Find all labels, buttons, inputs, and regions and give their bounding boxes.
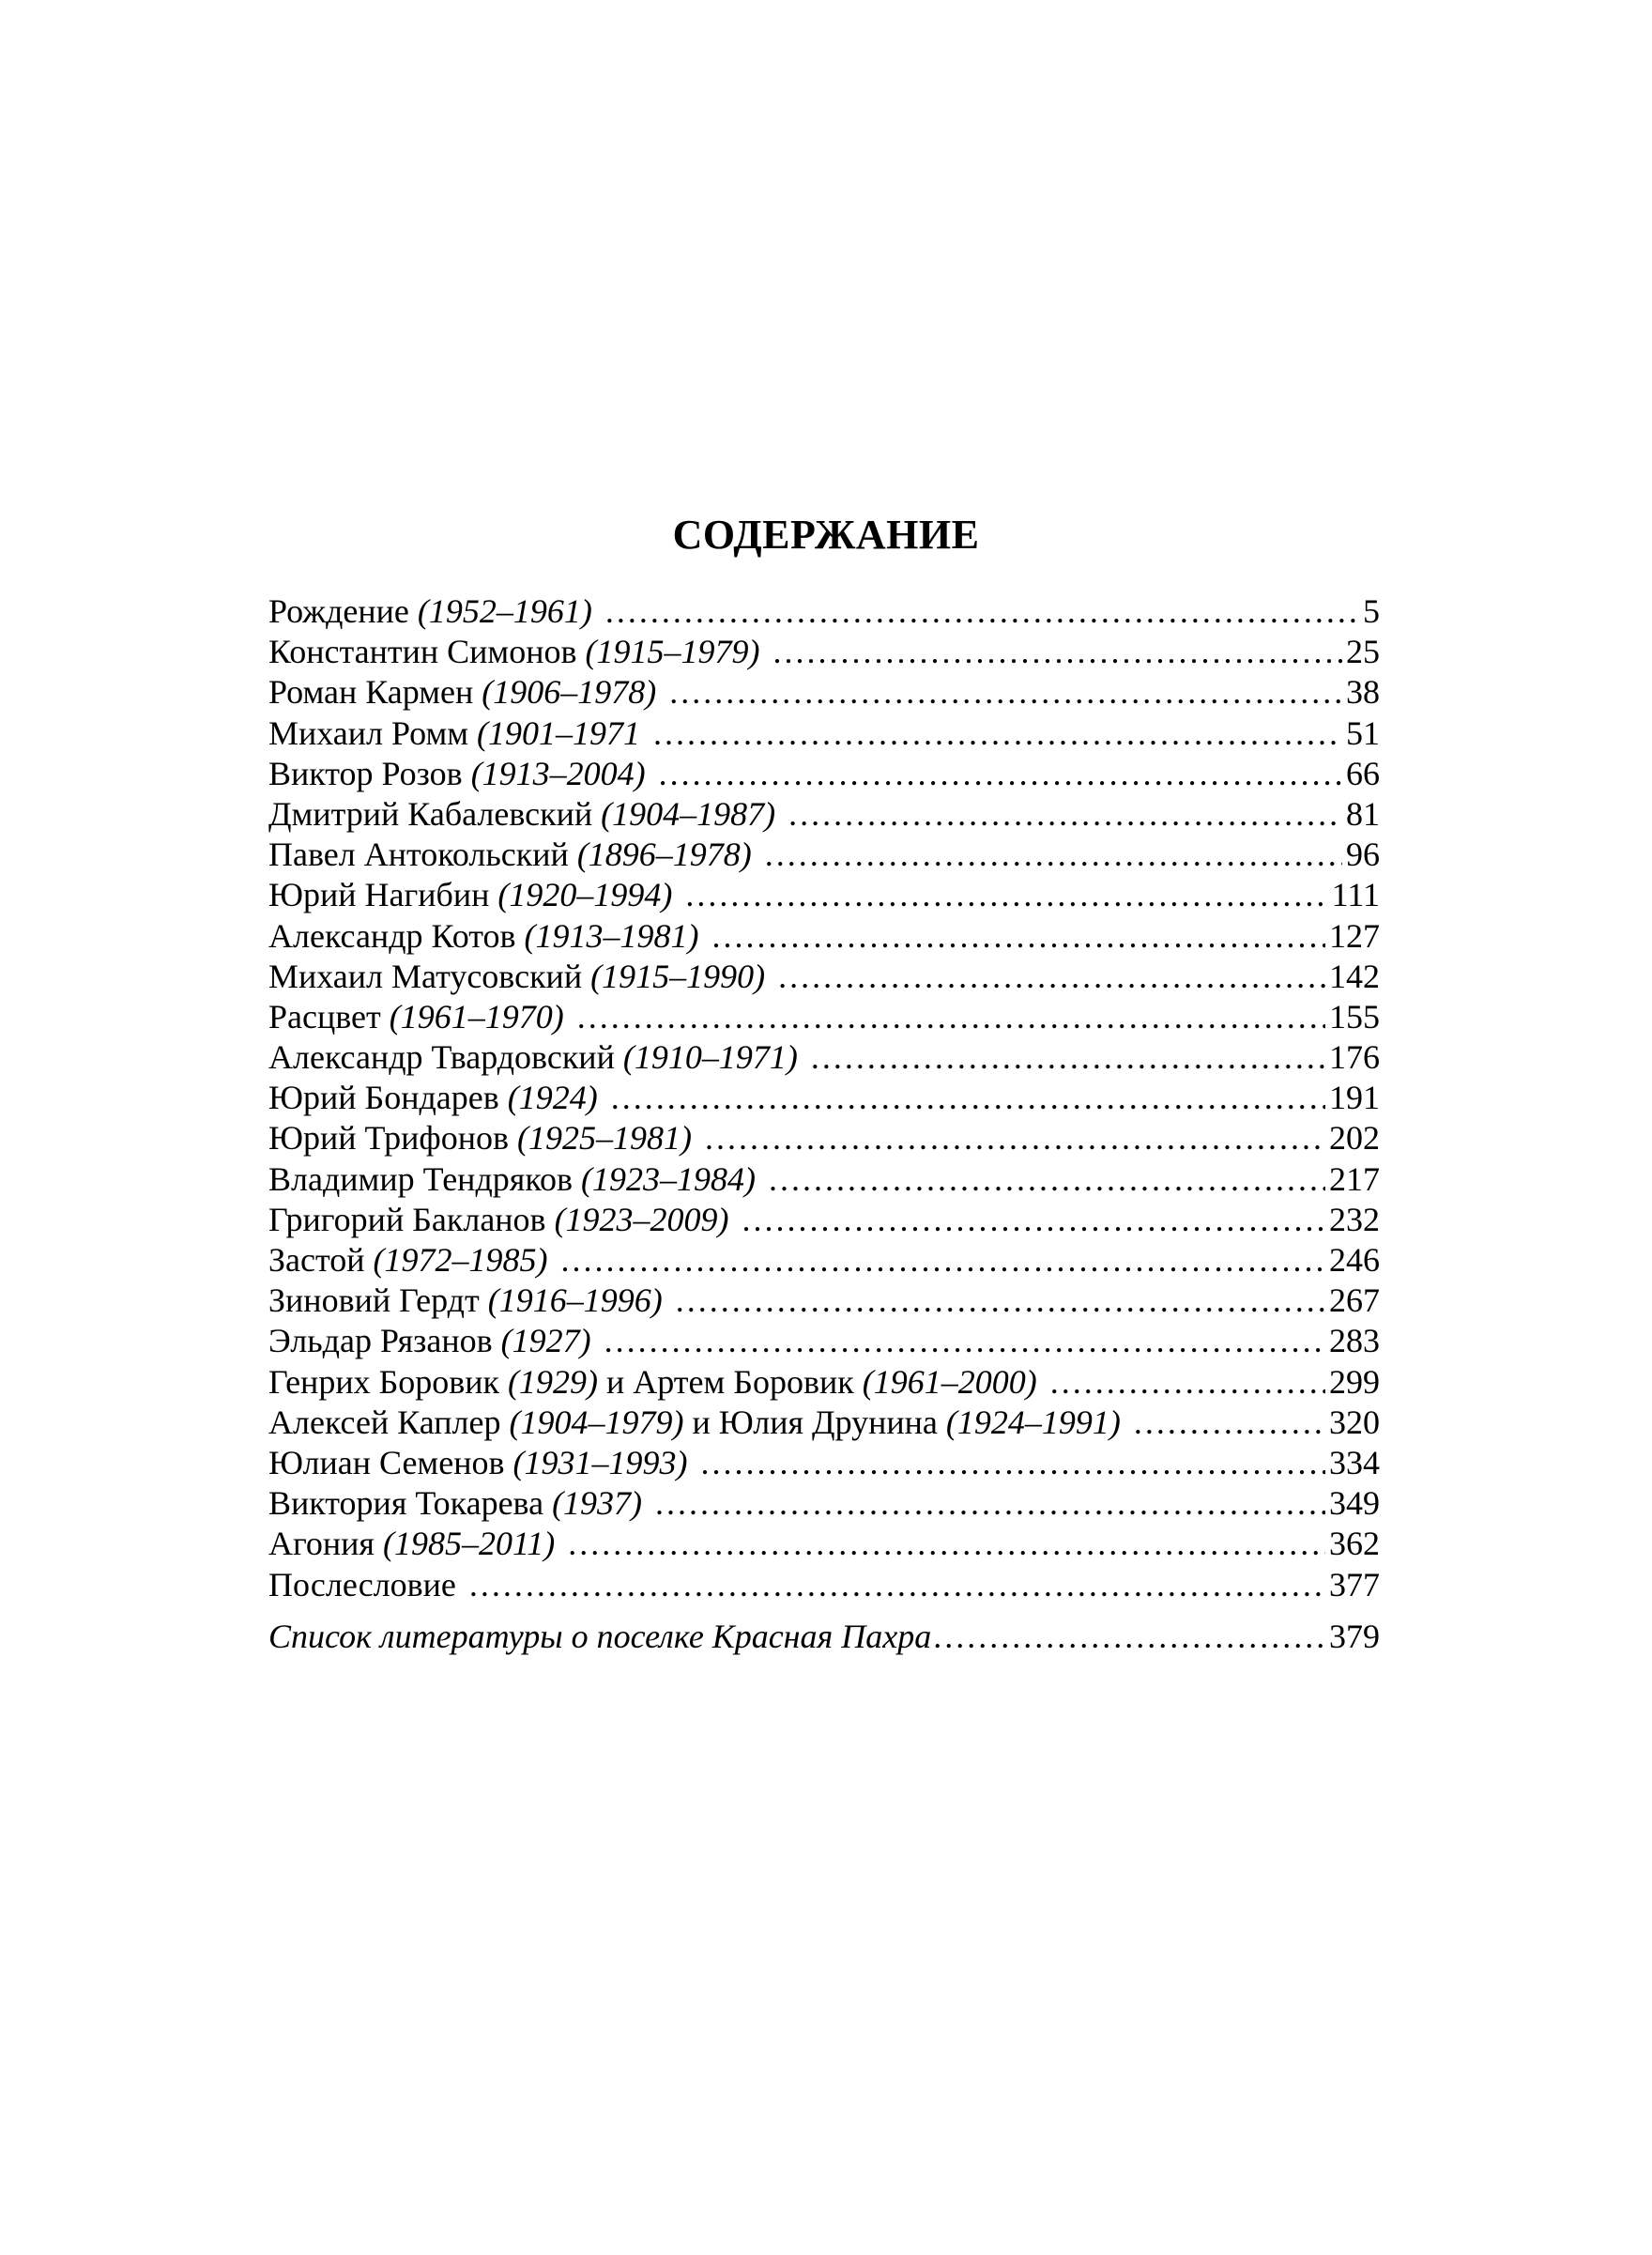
toc-entry-name: Владимир Тендряков: [268, 1159, 573, 1198]
dot-leader: [772, 632, 1342, 672]
dot-leader: [778, 957, 1325, 997]
toc-entry: [268, 957, 1380, 997]
dot-leader: [769, 1159, 1325, 1200]
toc-entry-years: (1961–1970): [389, 997, 564, 1035]
dot-leader: [568, 1524, 1325, 1564]
toc-entry-text: [268, 875, 672, 915]
toc-entry: [268, 1321, 1380, 1361]
dot-leader: [933, 1617, 1325, 1657]
toc-page-number: 142: [1329, 957, 1380, 995]
toc-page-number: 155: [1329, 997, 1380, 1035]
dot-leader: [469, 1565, 1325, 1605]
toc-entry-text: [268, 632, 759, 672]
toc-entry-years: (1925–1981): [517, 1119, 692, 1158]
toc-entry-name: Михаил Матусовский: [268, 957, 583, 995]
toc-entry: [268, 713, 1380, 754]
toc-entry-years: (1937): [552, 1484, 643, 1523]
toc-entry-text: [268, 835, 752, 875]
toc-entry-text: [268, 1118, 692, 1158]
toc-entry-years: (1913–1981): [524, 916, 699, 955]
dot-leader: [765, 835, 1342, 875]
toc-entry-name: Зиновий Гердт: [268, 1281, 480, 1320]
toc-entry-text: [268, 794, 775, 835]
dot-leader: [653, 713, 1342, 754]
dot-leader: [1050, 1362, 1325, 1403]
dot-leader: [655, 1483, 1325, 1524]
toc-page-number: 267: [1329, 1281, 1380, 1320]
toc-entry: [268, 1118, 1380, 1158]
dot-leader: [788, 794, 1342, 835]
toc-entry-text: [268, 1159, 756, 1200]
dot-leader: [685, 875, 1327, 915]
toc-entry-years: (1915–1979): [585, 633, 760, 671]
toc-entry: [268, 1443, 1380, 1483]
dot-leader: [1134, 1403, 1325, 1443]
dot-leader: [577, 997, 1325, 1037]
toc-page-number: 202: [1329, 1119, 1380, 1158]
toc-entry: [268, 1240, 1380, 1281]
toc-entry-text: [268, 1565, 456, 1605]
toc-entry-years: (1952–1961): [417, 592, 592, 630]
toc-entry-years-second: (1924–1991): [945, 1403, 1121, 1441]
toc-entry-literature: [268, 1617, 1380, 1657]
toc-page-number: 320: [1329, 1403, 1380, 1441]
toc-page-number: 25: [1346, 633, 1380, 671]
toc-entry-name: Юрий Бондарев: [268, 1079, 499, 1117]
toc-entry-text: [268, 713, 640, 754]
toc-entry: [268, 632, 1380, 672]
toc-page-number: 232: [1329, 1200, 1380, 1238]
toc-entry: [268, 875, 1380, 915]
toc-entry-years: (1924): [507, 1079, 598, 1117]
toc-page-number: 334: [1329, 1443, 1380, 1481]
dot-leader: [561, 1240, 1326, 1281]
toc-entry: [268, 672, 1380, 713]
toc-entry-text: [268, 672, 656, 713]
dot-leader: [742, 1200, 1325, 1240]
toc-entry: [268, 794, 1380, 835]
toc-entry-years: (1927): [500, 1322, 591, 1360]
toc-entry-name: Михаил Ромм: [268, 713, 469, 752]
toc-page-number: 246: [1329, 1241, 1380, 1279]
dot-leader: [811, 1037, 1325, 1078]
toc-entry-text: [268, 1483, 642, 1524]
toc-entry: [268, 997, 1380, 1037]
toc-entry-text: [268, 1403, 1121, 1443]
toc-entry-text: [268, 1443, 687, 1483]
toc-page-number: 127: [1329, 916, 1380, 955]
toc-entry-years: (1923–2009): [554, 1200, 729, 1238]
toc-page-number: 66: [1346, 754, 1380, 792]
toc-page-number: 96: [1346, 836, 1380, 874]
toc-page-number: 5: [1363, 592, 1380, 630]
toc-entry-name: Александр Твардовский: [268, 1038, 615, 1077]
toc-title: СОДЕРЖАНИЕ: [672, 512, 980, 558]
toc-entry-years: (1910–1971): [622, 1038, 798, 1077]
toc-entry-text: [268, 591, 592, 632]
toc-page-number: 362: [1329, 1525, 1380, 1563]
toc-entry-text: [268, 1240, 548, 1281]
toc-entry-name: Расцвет: [268, 997, 381, 1035]
toc-page-number: 379: [1329, 1617, 1380, 1655]
toc-entry: [268, 1524, 1380, 1564]
toc-entry-text: [268, 1321, 591, 1361]
dot-leader: [611, 1078, 1325, 1118]
toc-entry-name: Виктор Розов: [268, 754, 463, 792]
dot-leader: [604, 1321, 1325, 1361]
toc-entry-years: (1916–1996): [487, 1281, 663, 1320]
toc-entry-text: [268, 1037, 798, 1078]
toc-entry-text: [268, 1281, 663, 1321]
toc-entry-joiner: и Артем Боровик: [606, 1362, 854, 1401]
toc-entry: [268, 835, 1380, 875]
toc-entry: [268, 1403, 1380, 1443]
toc-entry-name: Генрих Боровик: [268, 1362, 500, 1401]
toc-entry-years: (1906–1978): [482, 673, 657, 712]
toc-entry: [268, 754, 1380, 794]
toc-entry-text: [268, 1524, 555, 1564]
toc-entry: [268, 1483, 1380, 1524]
toc-page-number: 349: [1329, 1484, 1380, 1523]
toc-entry-joiner: и Юлия Друнина: [692, 1403, 938, 1441]
toc-entry-text: [268, 997, 564, 1037]
toc-page-number: 299: [1329, 1362, 1380, 1401]
toc-entry-years: (1931–1993): [512, 1443, 688, 1481]
toc-entry-name: Агония: [268, 1525, 375, 1563]
dot-leader: [605, 591, 1359, 632]
toc-entry-name: Юрий Трифонов: [268, 1119, 510, 1158]
toc-entry-name: Юрий Нагибин: [268, 876, 490, 914]
dot-leader: [705, 1118, 1325, 1158]
toc-entry-years: (1972–1985): [373, 1241, 548, 1279]
toc-entry-name: Константин Симонов: [268, 633, 577, 671]
toc-page-number: 51: [1346, 713, 1380, 752]
toc-page-number: 377: [1329, 1565, 1380, 1603]
toc-entry-years: (1901–1971: [477, 713, 641, 752]
toc-entry-name: Эльдар Рязанов: [268, 1322, 493, 1360]
toc-entry-text: [268, 957, 765, 997]
table-of-contents: [268, 591, 1380, 1657]
toc-entry: [268, 1200, 1380, 1240]
toc-page-number: 176: [1329, 1038, 1380, 1077]
toc-entry-years: (1896–1978): [576, 836, 752, 874]
toc-page-number: 111: [1331, 876, 1380, 914]
toc-entry-years: (1915–1990): [590, 957, 766, 995]
toc-entry-name: Рождение: [268, 592, 409, 630]
toc-entry-name: Список литературы о поселке Красная Пахра: [268, 1617, 932, 1655]
toc-entry: [268, 1362, 1380, 1403]
toc-entry: [268, 1078, 1380, 1118]
toc-entry: [268, 1565, 1380, 1605]
toc-page-number: 38: [1346, 673, 1380, 712]
toc-entry-text: [268, 916, 699, 957]
toc-entry-years: (1929): [508, 1362, 598, 1401]
toc-entry-years: (1985–2011): [382, 1525, 556, 1563]
toc-entry-years: (1913–2004): [470, 754, 646, 792]
toc-entry-name: Алексей Каплер: [268, 1403, 501, 1441]
toc-entry-text: [268, 1078, 598, 1118]
toc-entry-years: (1920–1994): [497, 876, 673, 914]
toc-entry: [268, 1037, 1380, 1078]
toc-entry-text: [268, 1200, 729, 1240]
toc-entry: [268, 591, 1380, 632]
toc-page-number: 81: [1346, 794, 1380, 833]
toc-page-number: 217: [1329, 1159, 1380, 1198]
toc-entry-text: [268, 754, 646, 794]
toc-entry-name: Павел Антокольский: [268, 836, 569, 874]
toc-entry: [268, 1281, 1380, 1321]
toc-entry-text: [268, 1362, 1037, 1403]
toc-entry-years: (1904–1987): [601, 794, 776, 833]
toc-entry-name: Юлиан Семенов: [268, 1443, 505, 1481]
toc-entry-years-second: (1961–2000): [862, 1362, 1037, 1401]
dot-leader: [700, 1443, 1325, 1483]
toc-entry: [268, 916, 1380, 957]
toc-entry-name: Виктория Токарева: [268, 1484, 544, 1523]
dot-leader: [669, 672, 1342, 713]
toc-entry-name: Александр Котов: [268, 916, 516, 955]
dot-leader: [659, 754, 1342, 794]
dot-leader: [712, 916, 1326, 957]
dot-leader: [676, 1281, 1325, 1321]
toc-entry: [268, 1159, 1380, 1200]
toc-entry-name: Роман Кармен: [268, 673, 474, 712]
toc-entry-name: Григорий Бакланов: [268, 1200, 546, 1238]
toc-entry-years: (1904–1979): [509, 1403, 684, 1441]
toc-entry-years: (1923–1984): [580, 1159, 756, 1198]
toc-page-number: 283: [1329, 1322, 1380, 1360]
toc-entry-name: Застой: [268, 1241, 365, 1279]
toc-page-number: 191: [1329, 1079, 1380, 1117]
toc-entry-name: Послесловие: [268, 1565, 456, 1603]
toc-entry-name: Дмитрий Кабалевский: [268, 794, 593, 833]
